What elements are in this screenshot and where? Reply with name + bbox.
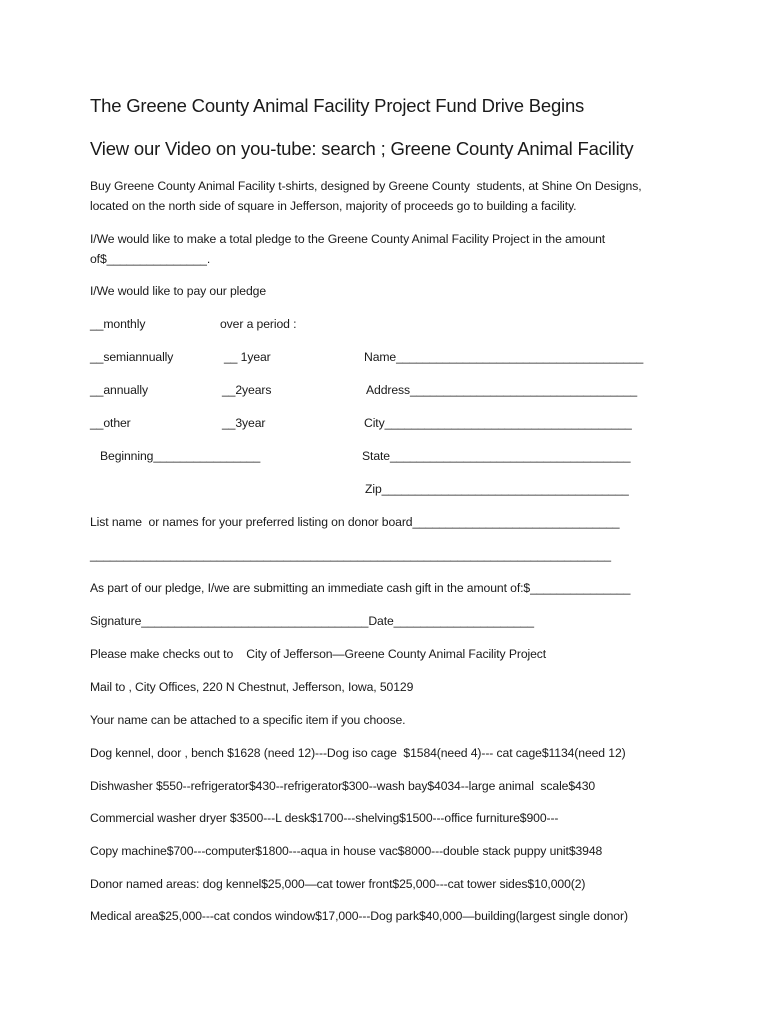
period-2years[interactable]: __2years <box>222 383 272 397</box>
items-line3: Commercial washer dryer $3500---L desk$1700---shelving$1500---office furniture$900--- <box>90 811 559 825</box>
city-field[interactable]: City_____________________________________ <box>364 416 632 430</box>
items-line2: Dishwasher $550--refrigerator$430--refrigerator$300--wash bay$4034--large animal scale$430 <box>90 779 596 793</box>
attach-name-text: Your name can be attached to a specific item if you choose. <box>90 713 406 727</box>
option-semiannually[interactable]: __semiannually <box>90 350 174 364</box>
address-field[interactable]: Address__________________________________ <box>366 383 638 397</box>
items-line5: Donor named areas: dog kennel$25,000—cat tower front$25,000---cat tower sides$10,000(2) <box>90 877 586 891</box>
state-field[interactable]: State____________________________________ <box>362 449 631 463</box>
pay-intro: I/We would like to pay our pledge <box>90 284 267 298</box>
name-field[interactable]: Name_____________________________________ <box>364 350 644 364</box>
page-title: The Greene County Animal Facility Project Fund Drive Begins <box>90 95 585 116</box>
pledge-amount-field[interactable]: of$_______________. <box>90 252 211 266</box>
signature-date-field[interactable]: Signature__________________________________Date_____________________ <box>90 614 534 628</box>
items-line1: Dog kennel, door , bench $1628 (need 12)---Dog iso cage $1584(need 4)--- cat cage$1134(need 12) <box>90 746 626 760</box>
period-label: over a period : <box>220 317 297 331</box>
period-1year[interactable]: __ 1year <box>224 350 271 364</box>
mail-address-text: Mail to , City Offices, 220 N Chestnut, Jefferson, Iowa, 50129 <box>90 680 414 694</box>
video-heading: View our Video on you-tube: search ; Greene County Animal Facility <box>90 138 634 159</box>
tshirts-text-line1: Buy Greene County Animal Facility t-shirts, designed by Greene County students, at Shine On Designs, <box>90 179 642 193</box>
option-other[interactable]: __other <box>90 416 131 430</box>
option-annually[interactable]: __annually <box>90 383 148 397</box>
donor-board-field[interactable]: List name or names for your preferred listing on donor board_______________________________ <box>90 515 620 529</box>
tshirts-text-line2: located on the north side of square in Jefferson, majority of proceeds go to building a facility. <box>90 199 577 213</box>
option-monthly[interactable]: __monthly <box>90 317 146 331</box>
checks-payable-text: Please make checks out to City of Jefferson—Greene County Animal Facility Project <box>90 647 547 661</box>
donor-board-field-line2[interactable]: ______________________________________________________________________________ <box>90 548 611 562</box>
beginning-field[interactable]: Beginning________________ <box>100 449 261 463</box>
zip-field[interactable]: Zip_____________________________________ <box>365 482 629 496</box>
items-line4: Copy machine$700---computer$1800---aqua in house vac$8000---double stack puppy unit$3948 <box>90 844 603 858</box>
period-3year[interactable]: __3year <box>222 416 266 430</box>
pledge-text-line1: I/We would like to make a total pledge to the Greene County Animal Facility Project in the amount <box>90 232 606 246</box>
items-line6: Medical area$25,000---cat condos window$17,000---Dog park$40,000—building(largest single donor) <box>90 909 628 923</box>
cash-gift-field[interactable]: As part of our pledge, I/we are submitting an immediate cash gift in the amount of:$_______________ <box>90 581 631 595</box>
